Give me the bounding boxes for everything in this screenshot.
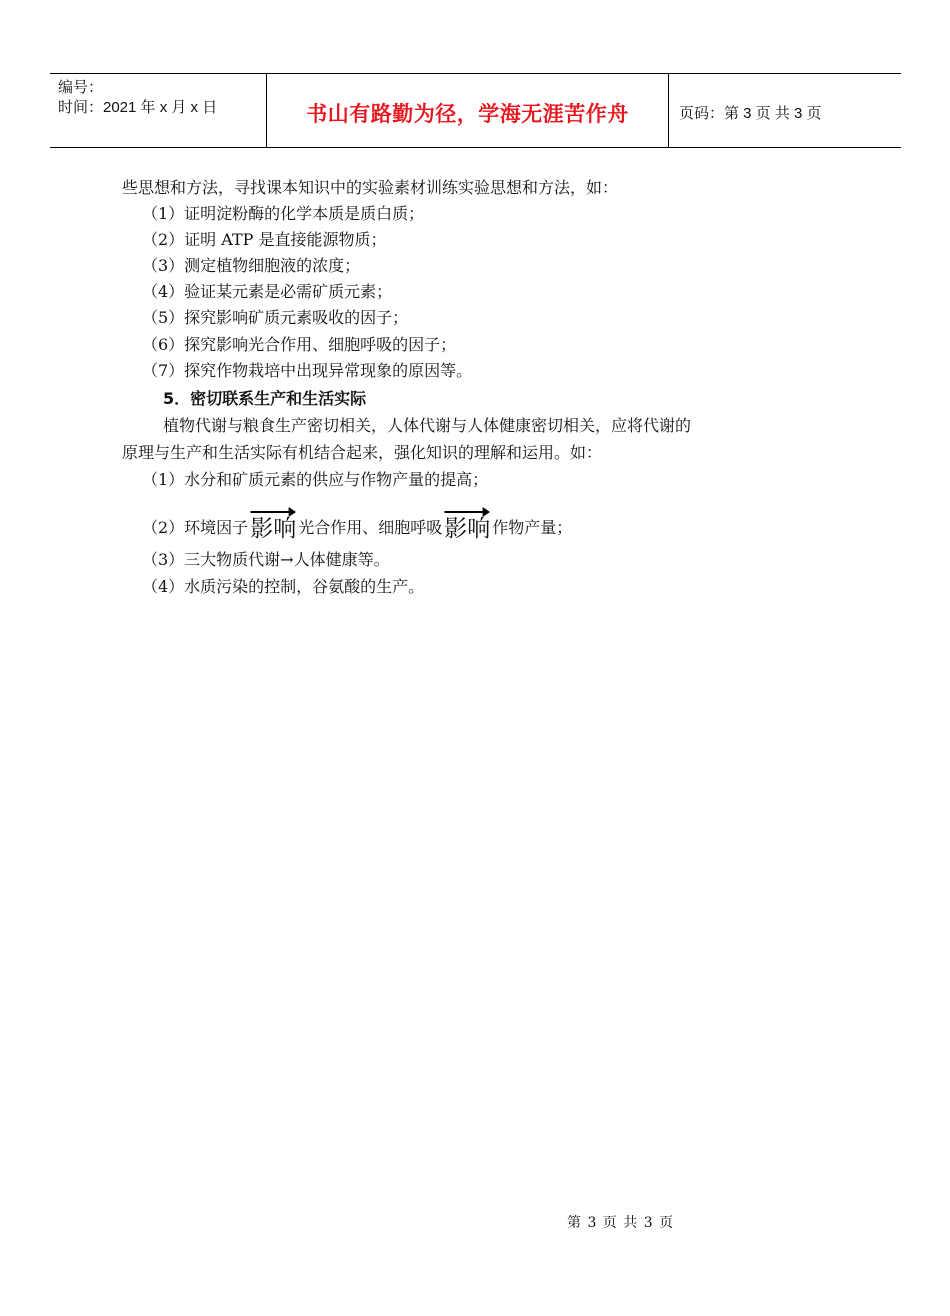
list-item: （1）证明淀粉酶的化学本质是质白质； [142, 204, 425, 223]
item-prefix: （2）环境因子 [142, 518, 249, 537]
list-item: （6）探究影响光合作用、细胞呼吸的因子； [142, 335, 457, 354]
motto: 书山有路勤为径，学海无涯苦作舟 [267, 74, 669, 147]
page-label: 页码：第 3 页 共 3 页 [679, 105, 822, 122]
arrow-label [250, 510, 296, 542]
header-table [50, 73, 901, 148]
list-item: （1）水分和矿质元素的供应与作物产量的提高； [142, 470, 489, 489]
list-item: （2）证明 ATP 是直接能源物质； [142, 230, 387, 249]
right-arrow-icon [444, 506, 490, 518]
section-heading: 5．密切联系生产和生活实际 [163, 389, 367, 408]
item-suffix: 作物产量； [492, 518, 573, 537]
arrow-label [444, 510, 490, 542]
time-label: 时间：2021 年 x 月 x 日 [58, 99, 218, 116]
arrow-word-text: 影响 [444, 516, 491, 542]
list-item: （3）测定植物细胞液的浓度； [142, 256, 361, 275]
list-item: （7）探究作物栽培中出现异常现象的原因等。 [142, 361, 473, 380]
item-middle: 光合作用、细胞呼吸 [298, 518, 443, 537]
number-label: 编号： [58, 79, 104, 96]
arrow-word-text: 影响 [250, 516, 297, 542]
list-item: （5）探究影响矿质元素吸收的因子； [142, 308, 409, 327]
page-footer: 第 3 页 共 3 页 [567, 1215, 675, 1231]
list-item: （4）水质污染的控制，谷氨酸的生产。 [142, 577, 425, 596]
intro-line: 些思想和方法，寻找课本知识中的实验素材训练实验思想和方法，如： [122, 178, 619, 197]
paragraph-line: 植物代谢与粮食生产密切相关，人体代谢与人体健康密切相关，应将代谢的 [163, 416, 692, 435]
paragraph-line: 原理与生产和生活实际有机结合起来，强化知识的理解和运用。如： [122, 443, 603, 462]
list-item: （4）验证某元素是必需矿质元素； [142, 282, 393, 301]
right-arrow-icon [250, 506, 296, 518]
list-item: （3）三大物质代谢→人体健康等。 [142, 550, 390, 569]
list-item-with-arrows [142, 510, 572, 542]
header-info-cell [50, 74, 267, 147]
